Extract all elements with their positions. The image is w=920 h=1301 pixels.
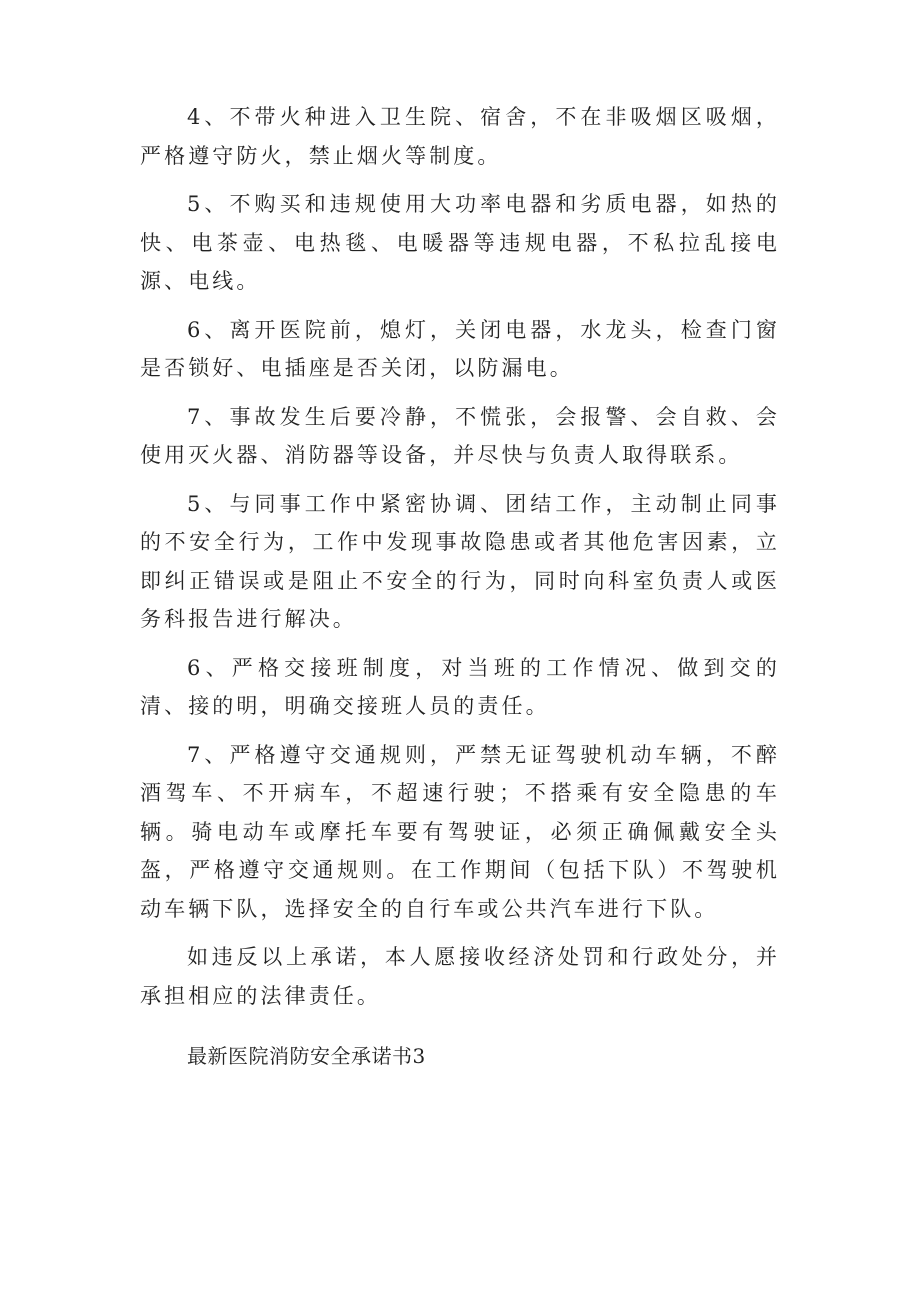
paragraph-rule-7-accident: 7、事故发生后要冷静，不慌张，会报警、会自救、会使用灭火器、消防器等设备，并尽快与负责人取得联系。 bbox=[140, 404, 780, 467]
paragraph-rule-4-fire: 4、不带火种进入卫生院、宿舍，不在非吸烟区吸烟，严格遵守防火，禁止烟火等制度。 bbox=[140, 105, 780, 168]
paragraph-rule-5-appliances: 5、不购买和违规使用大功率电器和劣质电器，如热的快、电茶壶、电热毯、电暖器等违规电器，不私拉乱接电源、电线。 bbox=[140, 192, 780, 293]
section-title: 最新医院消防安全承诺书3 bbox=[187, 1044, 426, 1068]
document-body bbox=[140, 98, 780, 1075]
paragraph-rule-6-leaving: 6、离开医院前，熄灯，关闭电器，水龙头，检查门窗是否锁好、电插座是否关闭，以防漏电。 bbox=[140, 317, 780, 380]
paragraph-rule-5-cooperation: 5、与同事工作中紧密协调、团结工作，主动制止同事的不安全行为，工作中发现事故隐患或者其他危害因素，立即纠正错误或是阻止不安全的行为，同时向科室负责人或医务科报告进行解决。 bbox=[140, 491, 780, 631]
paragraph-rule-7-traffic: 7、严格遵守交通规则，严禁无证驾驶机动车辆，不醉酒驾车、不开病车，不超速行驶；不搭乘有安全隐患的车辆。骑电动车或摩托车要有驾驶证，必须正确佩戴安全头盔，严格遵守交通规则。在工作期间（包括下队）不驾驶机动车辆下队，选择安全的自行车或公共汽车进行下队。 bbox=[140, 742, 780, 921]
paragraph-rule-6-handover: 6、严格交接班制度，对当班的工作情况、做到交的清、接的明，明确交接班人员的责任。 bbox=[140, 655, 780, 718]
paragraph-commitment: 如违反以上承诺，本人愿接收经济处罚和行政处分，并承担相应的法律责任。 bbox=[140, 945, 780, 1008]
